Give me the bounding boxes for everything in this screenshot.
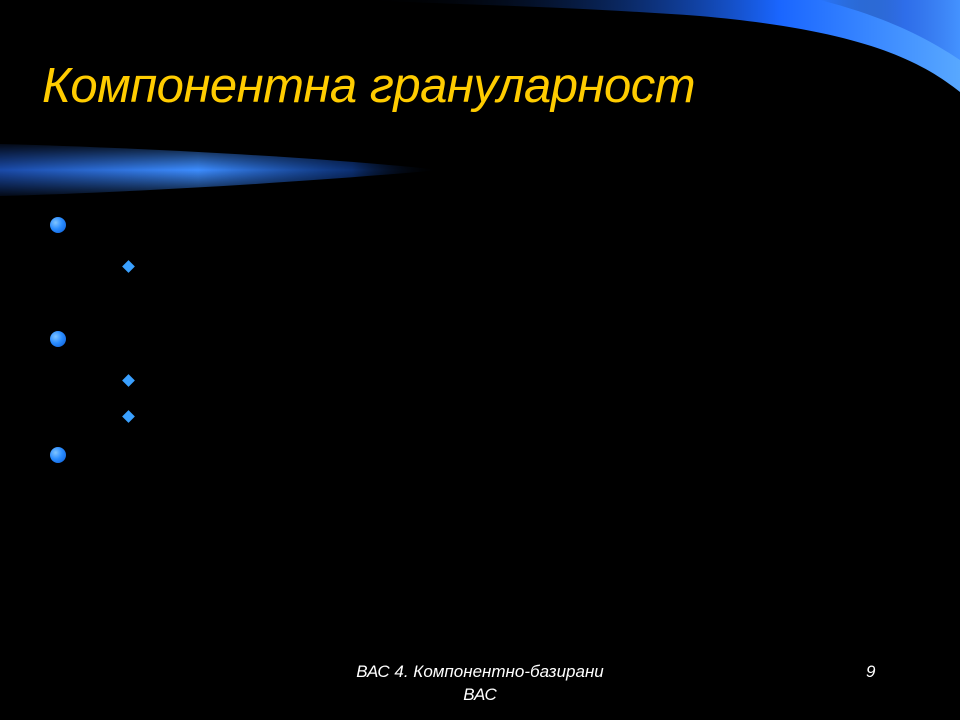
bullet-coarse-granularity: едра грануларност: [92, 206, 365, 241]
sub-bullet-noncompact-line2: неизползваеми области код: [150, 281, 488, 311]
slide-footer: [330, 660, 630, 706]
bullet-fine-granularity: фина грануларност: [92, 320, 373, 355]
slide-title: Компонентна грануларност: [42, 59, 696, 113]
left-streak-decoration: [0, 140, 440, 200]
footer-line1: ВАС 4. Компонентно-базирани: [356, 662, 604, 681]
page-number: 9: [866, 662, 876, 681]
sub-bullet-practical-approach: по-практичен подход при ВАС: [150, 401, 513, 431]
sub-bullet-noncompact-line1: некомпактни приложения, съдържащи: [150, 251, 616, 281]
bullet-diamond-icon: [122, 374, 135, 387]
bullet-dot-icon: [50, 217, 66, 233]
bullet-dot-icon: [50, 447, 66, 463]
bullet-extension-line2: системата и подмяна на компонентите в бъдеще: [92, 470, 708, 500]
bullet-extension-line1: отношение към разширяването, награждането на: [92, 440, 714, 470]
bullet-dot-icon: [50, 331, 66, 347]
sub-bullet-optimization: оптимизиране на изпълнимия код по ресурси: [150, 365, 700, 395]
footer-line2: ВАС: [463, 685, 497, 704]
bullet-diamond-icon: [122, 260, 135, 273]
bullet-diamond-icon: [122, 410, 135, 423]
